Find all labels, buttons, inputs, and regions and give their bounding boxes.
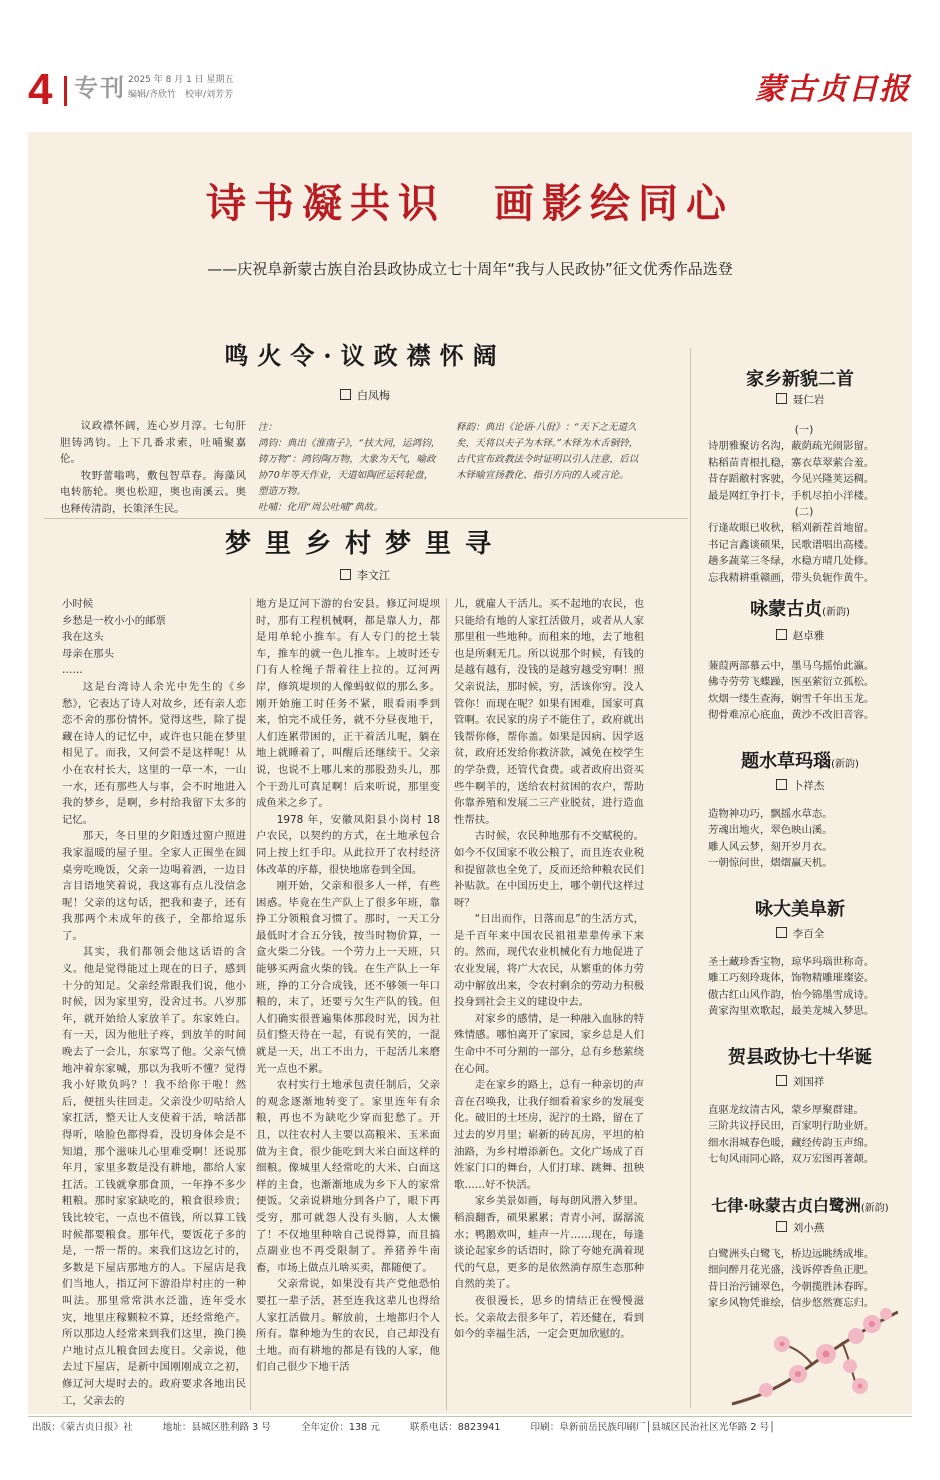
poem-line: 一朝惊问世，熠熠赢天机。 [708, 857, 833, 870]
author-marker-icon [776, 1075, 787, 1086]
poem5-title [700, 1046, 900, 1070]
poem6-title [700, 1194, 900, 1218]
article1-note-explain [456, 420, 646, 520]
verse-line: 我在这头 [62, 631, 104, 644]
poem-line: 造物神功巧，飘摇水草态。 [708, 808, 833, 820]
poem-line: 白鹭洲头白鹭飞，桥边远眺绣成堆。 [708, 1248, 875, 1260]
article-divider [44, 518, 688, 519]
paragraph: 父亲常说，如果没有共产党他恐怕要扛一辈子活，甚至连我这辈儿也得给人家扛活做月。解放前，土地都归个人所有。靠种地为生的农民，自己却没有土地。而有耕地的都是有钱的人家，他们自己很少下地干活 [256, 1278, 440, 1374]
verse-line: 乡愁是一枚小小的邮票 [62, 614, 166, 627]
poem-line: 行逢故眼已收秋，稻刈新茬首地留。 [708, 522, 875, 535]
paragraph: 这是台湾诗人余光中先生的《乡愁》，它表达了诗人对故乡，还有亲人恋恋不舍的那份情怀。觉得这些，除了提藏在诗人的记忆中，或许也只能在梦里相见了。而我，又何尝不是这样呢！从小在农村长大，这里的一草一木，一山一水，还有那些人与事，会不时地进入我的梦乡，是啊，乡村给我留下太多的记忆。 [62, 680, 246, 826]
poem-author: 赵卓雅 [792, 630, 825, 642]
masthead-logo: 蒙古贞日报 [755, 72, 910, 107]
author-marker-icon [776, 779, 787, 790]
article1-poem [60, 418, 246, 518]
poem4-byline [700, 926, 900, 942]
poem-line: 芳魂出地火，翠色映山溪。 [708, 824, 833, 837]
poem4-body [708, 954, 900, 1020]
poem3-title [700, 750, 900, 774]
article1-author: 白凤梅 [357, 389, 390, 402]
footer-phone: 联系电话：8823941 [409, 1422, 501, 1433]
feature-title: 诗书凝共识 画影绘同心 [206, 180, 734, 227]
author-marker-icon [340, 389, 351, 400]
poem-line: 圣土藏珍香宝物，琼华玛瑙世称奇。 [708, 956, 875, 968]
poem-title-text: 家乡新貌二首 [746, 369, 854, 390]
poem-tag: (新韵) [831, 759, 859, 770]
paragraph: 其实，我们都领会他这话语的含义。他是觉得能过上现在的日子，感到十分的知足。父亲经常跟我们说，他小时候，因为家里穷，没舍过书。八岁那年，就开始给人家放羊了。东家姓白。有一天，因为他肚子疼，到放羊的时间晚去了一会儿，东家骂了他。父亲气愤地冲着东家喊，那以为我听不懂？觉得我小好欺负吗？！我不给你干啦！然后，便扭头往回走。父亲没少叨咕给人家扛活，整天让人支使着干活，啥活都得听，啥脸色都得看，没切身体会是不知道，那个滋味儿心里难受啊！还说那年月，家里多数是没有耕地，都给人家扛活。工钱就拿那食顶，一年挣不多少粗粮。那时家家缺吃的，粮食很珍贵；钱比较宅，一点也不值钱，所以算工钱时候都要粮食。那年代，要饭花子多的是，一帮一帮的。来我们这边乞讨的，多数是下屋店那地方的人。下屋店是我们当地人，指辽河下游沿岸村庄的一种叫法。那里常常洪水泛滥，连年受水灾，地里庄稼颗粒不算，还经常绝产。所以那边人经常来到我们这里，换门换户地讨点儿粮食回去度日。父亲说，他去过下屋店，是新中国刚刚成立之初，修辽河大堤时去的。政府要求各地出民工，父亲去的 [62, 946, 246, 1407]
poem4-title [700, 898, 900, 922]
poem-tag: (新韵) [822, 607, 850, 618]
paragraph: 对家乡的感情，是一种融入血脉的特殊情感。哪怕离开了家园，家乡总是人们生命中不可分割的一部分，总有乡愁萦绕在心间。 [454, 1012, 644, 1075]
poem-line: 雕人风云梦，刻开岁月衣。 [708, 840, 833, 853]
footer-printer: 印刷：阜新前岳民族印刷厂│县城区民治社区光华路 2 号│ [530, 1422, 775, 1433]
poem-line: 三阶共议抒民田，百家明行助业妍。 [708, 1120, 875, 1133]
poem5-body [708, 1102, 900, 1168]
poem-title-text: 七律·咏蒙古贞白鹭洲 [711, 1196, 861, 1215]
poem1-byline [700, 392, 900, 408]
poem-line: 傲古红山风作韵，怡今锦墨雪成诗。 [708, 988, 875, 1001]
poem-stanza: 牧野蕾嗡鸣，敷包智草春。海藻风电转筋轮。奥也松迎，奥也南溪云。奥也释传清韵，长策泽生民。 [60, 469, 246, 515]
poem-line: 趟多蔬菜三冬绿，水稳方晴几处修。 [708, 555, 875, 568]
verse-line: …… [62, 664, 83, 677]
poem-line: 书记言鑫谈硕果，民歌谱唱出高楼。 [708, 538, 875, 551]
poem-line: 细水涓城春色暖，藏经传韵玉声绵。 [708, 1136, 875, 1149]
footer-address: 地址：县城区胜利路 3 号 [162, 1422, 271, 1433]
poem5-byline [700, 1074, 900, 1090]
poem-author: 卜祥杰 [792, 780, 825, 792]
paragraph: 儿，就雇人干活儿。买不起地的农民，也只能给有地的人家扛活做月，或者从人家那里租一些地种。而租来的地，去了地租也是所剩无几。所以说那个时候，有钱的是越有越有，没钱的是越穷越受穷啊！照父亲说法，那时候，穷，活该你穷。没人管你！而现在呢？如果有困难，国家可真管啊。农民家的房子不能住了，政府就出钱帮你修，帮你盖。如果是因病、因学返贫，政府还发给你救济款，减免在校学生的学杂费，还管代食费。或者政府出资买些牛啊羊的，送给农村贫困的农户，帮助你靠养殖和发展二三产业脱贫，进行造血性帮扶。 [454, 598, 644, 826]
note-text: 吐哺：化用“周公吐哺”典故。 [258, 502, 383, 513]
paragraph: 走在家乡的路上，总有一种亲切的声音在召唤我，让我仔细看着家乡的发展变化。破旧的土坯房，泥泞的土路，留在了过去的岁月里；崭新的砖瓦房，平坦的柏油路，为乡村增添新色。文化广场成了百姓家门口的舞台，人们打球、跳舞、扭秧歌……好不快活。 [454, 1079, 644, 1191]
author-marker-icon [776, 927, 787, 938]
poem-author: 刘国祥 [792, 1076, 825, 1088]
poem1-body [708, 422, 900, 586]
poem-line: 雕工巧刻玲珑体，饰物精雕璀璨姿。 [708, 972, 875, 985]
column-divider [446, 598, 447, 1410]
poem-line: 佛寺劳劳飞蝶躁，医巫萦衍立孤松。 [708, 676, 875, 689]
page-number: 4 [28, 65, 53, 114]
poem-line: 昔存蹈敝村客驶，今见兴隆荚运稠。 [708, 473, 875, 486]
poem-title-text: 贺县政协七十华诞 [728, 1047, 872, 1068]
article2-byline [40, 568, 690, 584]
poem-line: 昔日治污铺翠色，今朝揽胜沐春晖。 [708, 1280, 875, 1293]
sidebar-divider [690, 348, 691, 1408]
editor-line: 编辑/齐欣竹 校审/刘芳芳 [128, 90, 234, 100]
paragraph: 古时候，农民种地那有不交赋税的。如今不仅国家不收公粮了，而且连农业税和提留款也全免了，反而还给种粮农民们补贴款。在中国历史上，哪个朝代这样过呀？ [454, 830, 644, 909]
article2-author: 李文江 [357, 569, 390, 582]
article2-column-3 [454, 596, 644, 1416]
blossom-branch-illustration [722, 1300, 898, 1406]
header-divider [64, 76, 67, 106]
poem2-byline [700, 628, 900, 644]
poem2-title [700, 598, 900, 622]
paragraph: 那天，冬日里的夕阳透过窗户照进我家温暖的屋子里。全家人正围坐在圆桌旁吃晚饭，父亲一边喝着酒，一边目言目语地笑着说，我这寡有点儿没信念呢！父亲的这句话，把我和妻子，还有我那两个未成年的孩子，全都给逗乐了。 [62, 830, 246, 942]
verse-line: 母亲在那头 [62, 647, 114, 660]
verse-line: 小时候 [62, 598, 94, 610]
poem6-byline [700, 1220, 900, 1236]
poem-stanza: 议政襟怀阔，连心岁月淳。七旬肝胆铸鸿钧。上下几番求索，吐哺聚嘉伦。 [60, 420, 246, 466]
poem-line: 炊烟一缕生查海，娴雪千年出玉龙。 [708, 692, 875, 705]
poem3-byline [700, 778, 900, 794]
poem-line: 七旬风雨同心路，双万宏图再著颠。 [708, 1153, 875, 1166]
poem3-body [708, 806, 900, 872]
note-heading: 注： [258, 422, 278, 433]
article2-column-2 [256, 596, 440, 1416]
poem-title-text: 咏大美阜新 [755, 899, 845, 920]
footer-price: 全年定价：138 元 [300, 1422, 380, 1433]
author-marker-icon [340, 569, 351, 580]
poem-line: 最是网红争打卡，手机尽拍小洋楼。 [708, 489, 875, 502]
poem-part-number: (二) [794, 506, 814, 519]
feature-subtitle: ——庆祝阜新蒙古族自治县政协成立七十周年“我与人民政协”征文优秀作品选登 [207, 260, 733, 278]
poem-line: 直驱龙纹清古风，蒙乡厚聚群建。 [708, 1104, 864, 1116]
paragraph: 1978 年，安徽凤阳县小岗村 18 户农民，以契约的方式，在土地承包合同上按上红手印。从此拉开了农村经济体改革的序幕，很快地席卷到全国。 [256, 813, 440, 876]
poem-line: 蒹葭两部慕云中，墨马乌摇怡此瀛。 [708, 660, 875, 672]
article1-byline [40, 388, 690, 404]
paragraph: 农村实行土地承包责任制后，父亲的观念逐渐地转变了。家里连年有余粮，再也不为缺吃少穿而犯愁了。开且，以往农村人主要以高粮米、玉米面做为主食，很少能吃到大米白面这样的细粮。像城里人经常吃的大米、白面这样的主食，也渐渐地成为乡下人的家常便饭。父亲说耕地分到各户了，眼下再受穷，那可就怨人没有头脑，人太懒了！不仅地里种啥自己说得算，而且搞点副业也不再受限制了。养猪养牛南畜，市场上做点儿啥买卖，都随便了。 [256, 1079, 440, 1274]
issue-date: 2025 年 8 月 1 日 星期五 [128, 75, 234, 85]
page-footer [28, 1416, 912, 1439]
poem-tag: (新韵) [860, 1203, 889, 1214]
page-header [28, 65, 912, 114]
article2-column-1 [62, 596, 246, 1416]
section-name: 专刊 [74, 74, 126, 102]
paragraph: 地方是辽河下游的台安县。修辽河堤坝时，那有工程机械啊，都是靠人力，都是用单轮小推车。有人专门的挖土装车，推车的就一色儿推车。上坡时还专门有人栓绳子帮着往上拉的。辽河两岸，修筑堤坝的人像蚂蚁似的那么多。刚开始施工时任务不紧，眼看雨季到来，怕完不成任务，就不分昼夜地干，人们连累带困的，正干着活儿呢，躺在地上就睡着了，叫醒后还继续干。父亲说，也说不上哪儿来的那股劲头儿，那个干劲儿可真足啊！后来听说，那里变成鱼米之乡了。 [256, 598, 440, 810]
poem1-title [700, 368, 900, 392]
poem-line: 细问醉月花光盛，浅诉停香鱼正肥。 [708, 1264, 875, 1277]
article1-title: 鸣火令·议政襟怀阔 [224, 341, 506, 370]
article1-notes [258, 420, 442, 520]
poem-part-number: (一) [794, 424, 814, 436]
poem-line: 诗朋雅聚访名沟，蔽荫疏光闹影留。 [708, 440, 875, 453]
poem-author: 刘小燕 [792, 1222, 825, 1234]
paragraph: 家乡美景如画，每每朗风潜入梦里。稻浪翻香，硕果累累；青青小河，潺潺流水；鸭鹅欢叫，蛙声一片……现在，每逢谈论起家乡的话语时，除了夸她充满着现代的气息，更多的是依然淌存原生态那种自然的美了。 [454, 1195, 644, 1291]
paragraph: 刚开始，父亲和很多人一样，有些困惑。毕竟在生产队上了很多年班，靠挣工分领粮食习惯了。那时，一天工分最低时才合五分钱，按当时物价算，一盒火柴二分钱。一个劳力上一天班，只能够买两盒火柴的钱。在生产队上一年班，挣的工分合成钱，还不够领一年口粮的，末了，还要亏欠生产队的钱。但人们确实很普遍集体那段时光，因为社员们整天待在一起，有说有笑的，一混就是一天，出工不出力，干起活儿来磨光一点也不累。 [256, 880, 440, 1075]
author-marker-icon [776, 1221, 787, 1232]
poem-line: 彻骨难凉心底血，黄沙不改旧音容。 [708, 709, 875, 722]
poem-line: 粘稻苗青根扎稳，寨衣草翠萦合羞。 [708, 456, 875, 469]
paragraph: 夜很漫长，思乡的情结正在慢慢滋长。父亲故去很多年了，若还健在，看到如今的幸福生活，一定会更加欣慰的。 [454, 1294, 644, 1341]
poem2-body [708, 658, 900, 724]
poem-title-text: 咏蒙古贞 [750, 599, 823, 620]
poem-title-text: 题水草玛瑙 [741, 751, 832, 772]
author-marker-icon [776, 629, 787, 640]
paragraph: “日出而作，日落而息”的生活方式，是千百年来中国农民祖祖辈辈传承下来的。然而，现代农业机械化有力地促进了农业发展，将广大农民，从繁重的体力劳动中解放出来，令农村剩余的劳动力积极投身到社会主义的建设中去。 [454, 913, 644, 1009]
footer-publisher: 出版：《蒙古贞日报》社 [32, 1422, 133, 1433]
author-marker-icon [776, 393, 787, 404]
note-text: 鸿钧：典出《淮南子》，“扶大同，运鸿钧，铸万物”：鸿钧陶万物，大象为天气，喻政协70年等天作业，天道如陶匠运转轮盘，塑造万物。 [258, 438, 441, 497]
article2-title: 梦里乡村梦里寻 [224, 529, 505, 559]
poem-author: 聂仁岩 [792, 394, 825, 406]
poem-line: 黄家沟里欢歌起，最美龙城入梦思。 [708, 1005, 875, 1018]
column-divider [250, 598, 251, 1410]
poem-line: 忘我精耕重赣画，带头负轭作黄牛。 [708, 571, 875, 584]
poem-author: 李百全 [792, 928, 825, 940]
note-text: 释韵：典出《论语·八佾》：“天下之无道久矣，天将以夫子为木铎。”木铎为木舌铜铃，古代宣布政教法令时证明以引人注意，后以木铎喻宣扬教化、指引方向的人或言论。 [456, 422, 639, 481]
poem-line: 家乡风物凭谁绘，信步悠然赛忘归。 [708, 1297, 875, 1310]
